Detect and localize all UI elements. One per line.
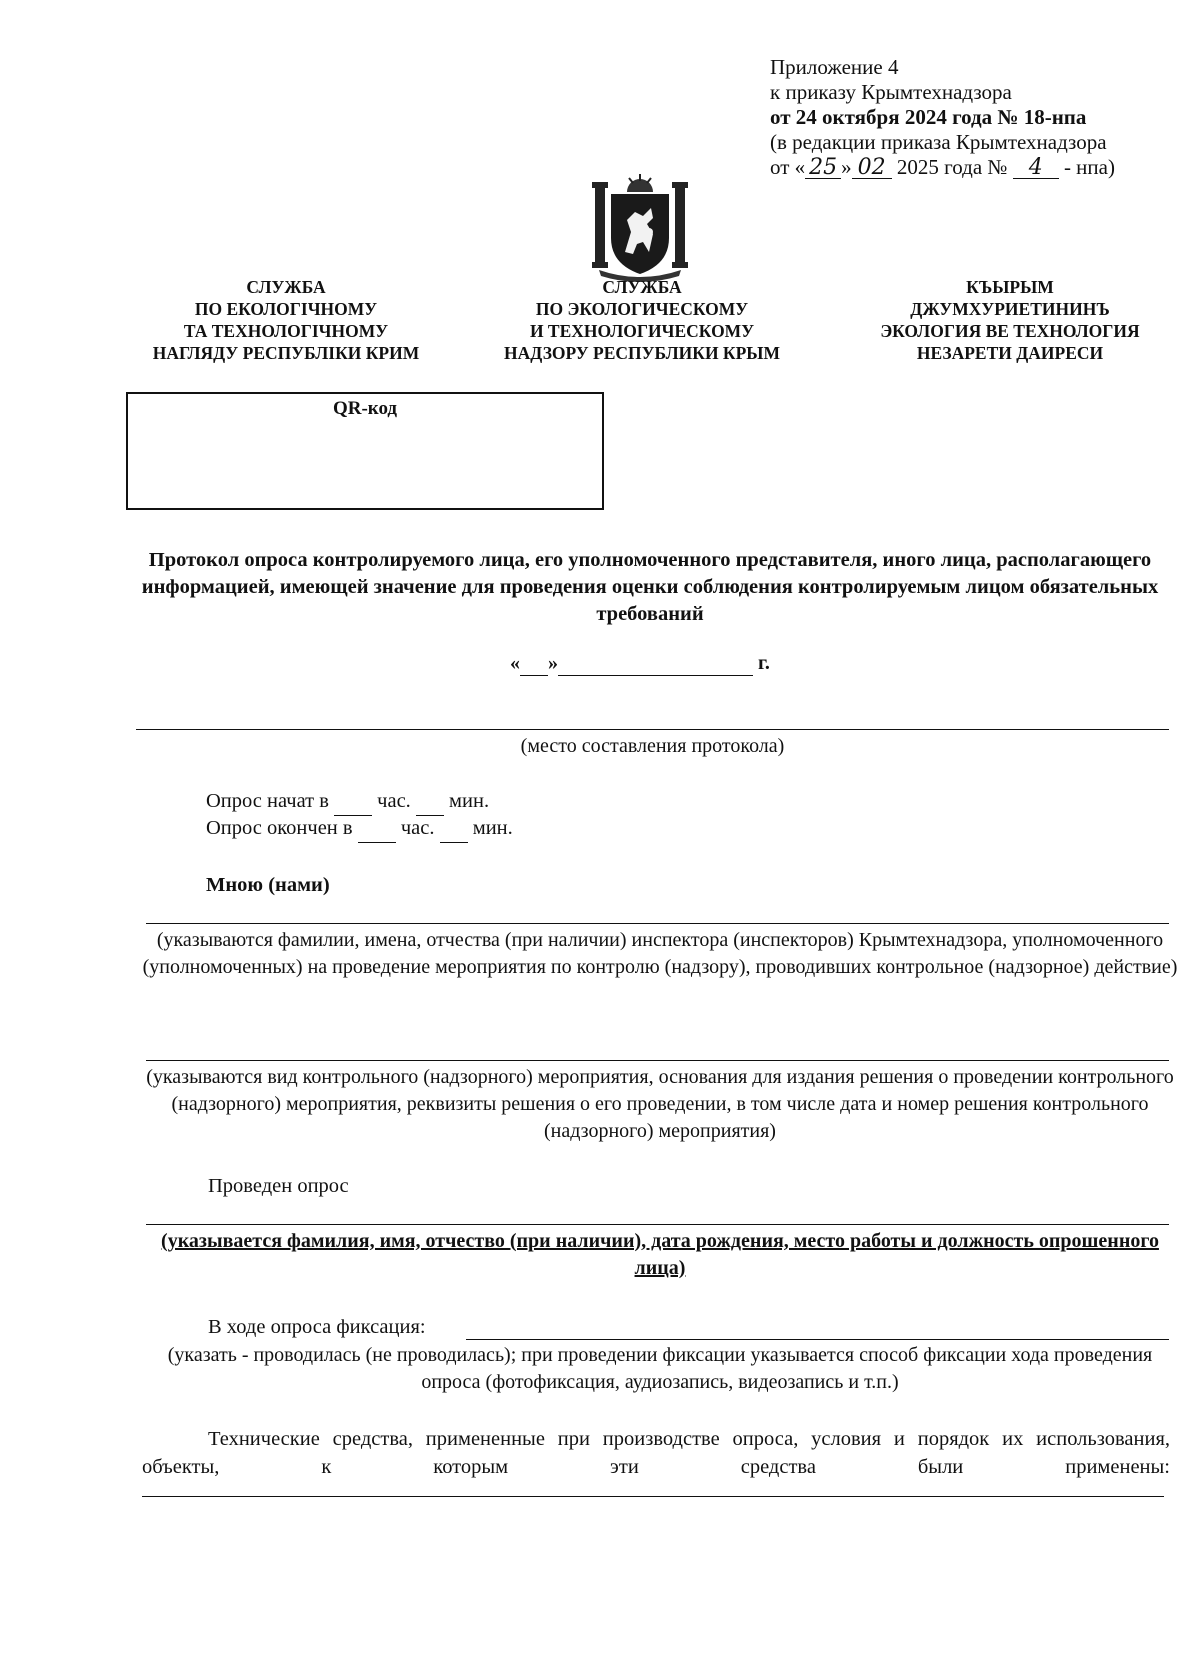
fixation-caption: (указать - проводилась (не проводилась); при проведении фиксации указывается способ фиксации хода проведения опроса (фотофиксация, аудиозапись, видеозапись и т.п.) [167, 1344, 1153, 1393]
org-russian [482, 276, 802, 364]
tech-means-text: Технические средства, примененные при производстве опроса, условия и порядок их использования, объекты, к которым эти средства были применены: [142, 1428, 1170, 1478]
start-hour-unit: час. [377, 790, 411, 812]
inspectors-blank-line[interactable] [146, 923, 1169, 924]
interviewee-caption: (указывается фамилия, имя, отчество (при наличии), дата рождения, место работы и должность опрошенного лица) [161, 1230, 1159, 1279]
org-russian-line-3: И ТЕХНОЛОГИЧЕСКОМУ [529, 321, 755, 341]
org-crimean-tatar [850, 276, 1170, 364]
org-ukrainian-line-1: СЛУЖБА [246, 277, 326, 297]
interviewee-blank-line[interactable] [146, 1224, 1169, 1225]
date-open-quote: « [510, 652, 520, 674]
org-crimean-tatar-line-4: НЕЗАРЕТИ ДАИРЕСИ [916, 343, 1104, 363]
appendix-line-5 [770, 155, 1115, 180]
appendix-date-open: от « [770, 155, 806, 179]
org-ukrainian-line-3: ТА ТЕХНОЛОГІЧНОМУ [183, 321, 389, 341]
start-hour-blank[interactable] [334, 788, 372, 816]
appendix-line-3: от 24 октября 2024 года № 18-нпа [770, 105, 1087, 129]
inspectors-label: Мною (нами) [206, 874, 330, 896]
event-caption: (указываются вид контрольного (надзорного) мероприятия, основания для издания решения о проведении контрольного (надзорного) мероприятия, реквизиты решения о его проведении, в том числе дата и номер решения контрольного (надзорного) мероприятия) [146, 1066, 1174, 1142]
org-ukrainian-line-4: НАГЛЯДУ РЕСПУБЛІКИ КРИМ [152, 343, 420, 363]
fixation-blank-line[interactable] [466, 1339, 1169, 1340]
fixation-label: В ходе опроса фиксация: [208, 1316, 426, 1338]
time-start-label: Опрос начат в [206, 790, 329, 812]
tech-means-blank-line[interactable] [142, 1496, 1164, 1497]
handwritten-number: 4 [1013, 158, 1059, 179]
org-ukrainian [126, 276, 446, 364]
qr-code-box [126, 392, 604, 510]
place-blank-line[interactable] [136, 729, 1169, 730]
end-hour-blank[interactable] [358, 815, 396, 843]
appendix-line-1: Приложение 4 [770, 55, 899, 79]
end-hour-unit: час. [400, 817, 435, 839]
start-minute-unit: мин. [449, 790, 490, 812]
org-crimean-tatar-line-1: КЪЫРЫМ [966, 277, 1054, 297]
place-caption: (место составления протокола) [520, 735, 785, 757]
org-crimean-tatar-line-3: ЭКОЛОГИЯ ВЕ ТЕХНОЛОГИЯ [880, 321, 1140, 341]
org-russian-line-4: НАДЗОРУ РЕСПУБЛИКИ КРЫМ [503, 343, 781, 363]
end-minute-unit: мин. [472, 817, 513, 839]
interviewee-label: Проведен опрос [208, 1175, 349, 1197]
end-minute-blank[interactable] [440, 815, 468, 843]
time-end-row [206, 815, 513, 843]
date-day-blank[interactable] [520, 652, 548, 676]
protocol-date[interactable] [510, 652, 770, 676]
start-minute-blank[interactable] [416, 788, 444, 816]
inspectors-caption: (указываются фамилии, имена, отчества (при наличии) инспектора (инспекторов) Крымтехнадзора, уполномоченного (уполномоченных) на проведение мероприятия по контролю (надзору), проводивших контрольное (надзорное) действие) [142, 929, 1178, 978]
appendix-year: 2025 года № [896, 155, 1008, 179]
org-ukrainian-line-2: ПО ЕКОЛОГІЧНОМУ [194, 299, 378, 319]
crimea-coat-of-arms-icon [591, 172, 689, 282]
event-blank-line[interactable] [146, 1060, 1169, 1061]
qr-code-label: QR-код [332, 398, 398, 419]
protocol-title: Протокол опроса контролируемого лица, его уполномоченного представителя, иного лица, располагающего информацией, имеющей значение для проведения оценки соблюдения контролируемым лицом обязательных требований [141, 549, 1159, 625]
date-month-blank[interactable] [558, 652, 753, 676]
appendix-line-4: (в редакции приказа Крымтехнадзора [770, 130, 1107, 154]
appendix-line-2: к приказу Крымтехнадзора [770, 80, 1012, 104]
org-russian-line-1: СЛУЖБА [602, 277, 682, 297]
time-end-label: Опрос окончен в [206, 817, 353, 839]
date-year-suffix: г. [758, 652, 770, 674]
appendix-suffix: - нпа) [1063, 155, 1115, 179]
appendix-date-close: » [841, 155, 852, 179]
handwritten-month: 02 [852, 158, 892, 179]
handwritten-day: 25 [805, 158, 841, 179]
org-crimean-tatar-line-2: ДЖУМХУРИЕТИНИНЪ [910, 299, 1110, 319]
appendix-note [770, 55, 1115, 180]
org-russian-line-2: ПО ЭКОЛОГИЧЕСКОМУ [535, 299, 749, 319]
time-start-row [206, 788, 489, 816]
date-close-quote: » [548, 652, 558, 674]
